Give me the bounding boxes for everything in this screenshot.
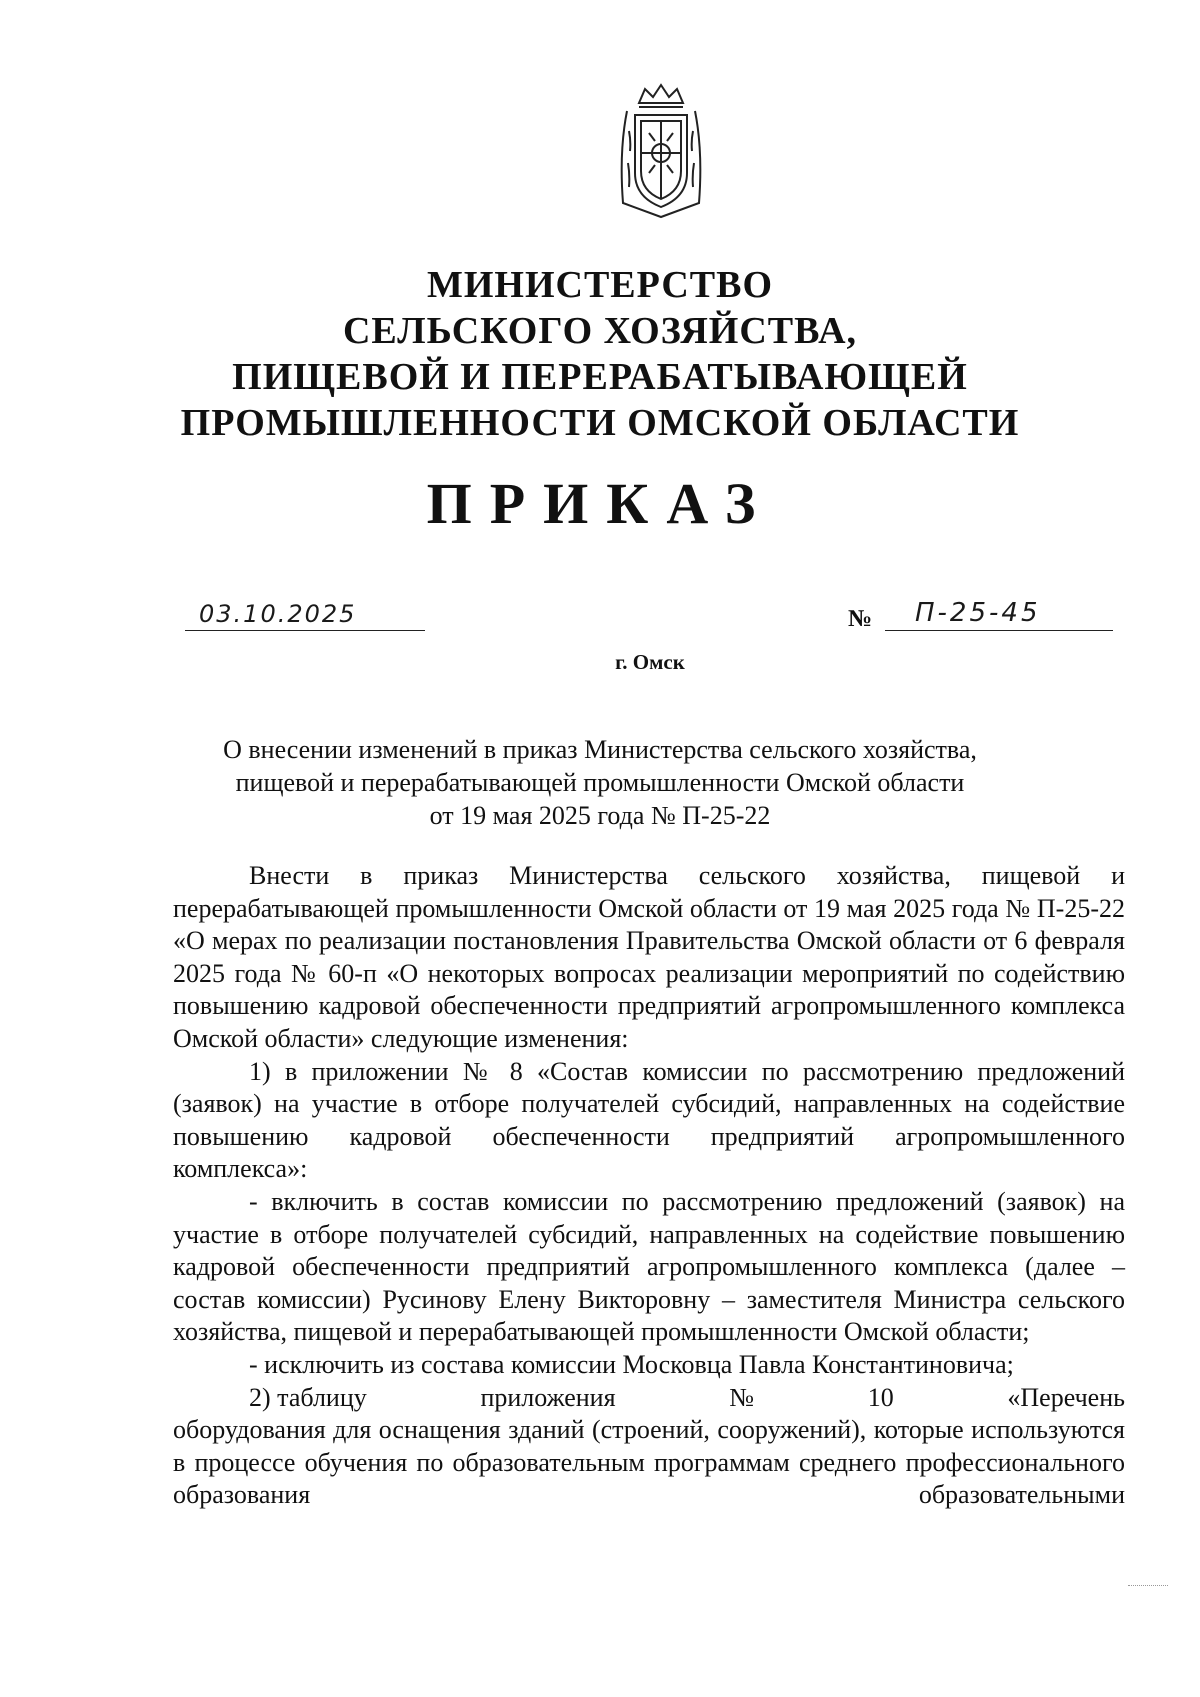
document-type-title: ПРИКАЗ	[426, 471, 774, 536]
handwritten-date: 03.10.2025	[199, 600, 357, 628]
item-2-word: №	[729, 1382, 755, 1412]
item-2-word: 2) таблицу	[249, 1382, 367, 1412]
subject-line: пищевой и перерабатывающей промышленности Омской области	[235, 768, 965, 797]
scan-speck	[1128, 1585, 1168, 1596]
item-2-paragraph: оборудования для оснащения зданий (строений, сооружений), которые используются в процессе обучения по образовательным программам среднего профессионального образования образовательными	[173, 1415, 1125, 1510]
ministry-line: ПРОМЫШЛЕННОСТИ ОМСКОЙ ОБЛАСТИ	[180, 402, 1020, 444]
item-2-first-line	[173, 1382, 1125, 1415]
item-2-word: 10	[867, 1382, 894, 1412]
ministry-name	[150, 262, 1050, 446]
number-label: №	[848, 606, 873, 632]
item-2-word: «Перечень	[1007, 1382, 1125, 1412]
ministry-line: СЕЛЬСКОГО ХОЗЯЙСТВА,	[342, 310, 858, 352]
intro-paragraph: Внести в приказ Министерства сельского хозяйства, пищевой и перерабатывающей промышленности Омской области от 19 мая 2025 года № П-25-22 «О мерах по реализации постановления Правительства Омской области от 6 февраля 2025 года № 60-п «О некоторых вопросах реализации мероприятий по содействию повышению кадровой обеспеченности предприятий агропромышленного комплекса Омской области» следующие изменения:	[173, 861, 1125, 1053]
ministry-line: ПИЩЕВОЙ И ПЕРЕРАБАТЫВАЮЩЕЙ	[232, 356, 968, 398]
date-field	[185, 600, 425, 631]
number-field	[885, 600, 1113, 631]
omsk-coat-of-arms-icon	[601, 81, 721, 221]
item-1-paragraph: 1) в приложении № 8 «Состав комиссии по рассмотрению предложений (заявок) на участие в отборе получателей субсидий, направленных на содействие повышению кадровой обеспеченности предприятий агропромышленного комплекса»:	[173, 1056, 1125, 1184]
item-2-word: приложения	[480, 1382, 616, 1412]
item-1-include-paragraph: - включить в состав комиссии по рассмотрению предложений (заявок) на участие в отборе получателей субсидий, направленных на содействие повышению кадровой обеспеченности предприятий агропромышленного комплекса (далее – состав комиссии) Русинову Елену Викторовну – заместителя Министра сельского хозяйства, пищевой и перерабатывающей промышленности Омской области;	[173, 1186, 1125, 1347]
item-1-exclude-paragraph: - исключить из состава комиссии Московца Павла Константиновича;	[249, 1349, 1014, 1379]
subject-line: от 19 мая 2025 года № П-25-22	[429, 801, 771, 830]
document-body	[173, 860, 1125, 1512]
subject-line: О внесении изменений в приказ Министерства сельского хозяйства,	[223, 735, 977, 764]
city: г. Омск	[615, 650, 685, 674]
ministry-line: МИНИСТЕРСТВО	[426, 264, 774, 306]
handwritten-number: П-25-45	[915, 598, 1041, 628]
subject-heading	[180, 733, 1020, 832]
